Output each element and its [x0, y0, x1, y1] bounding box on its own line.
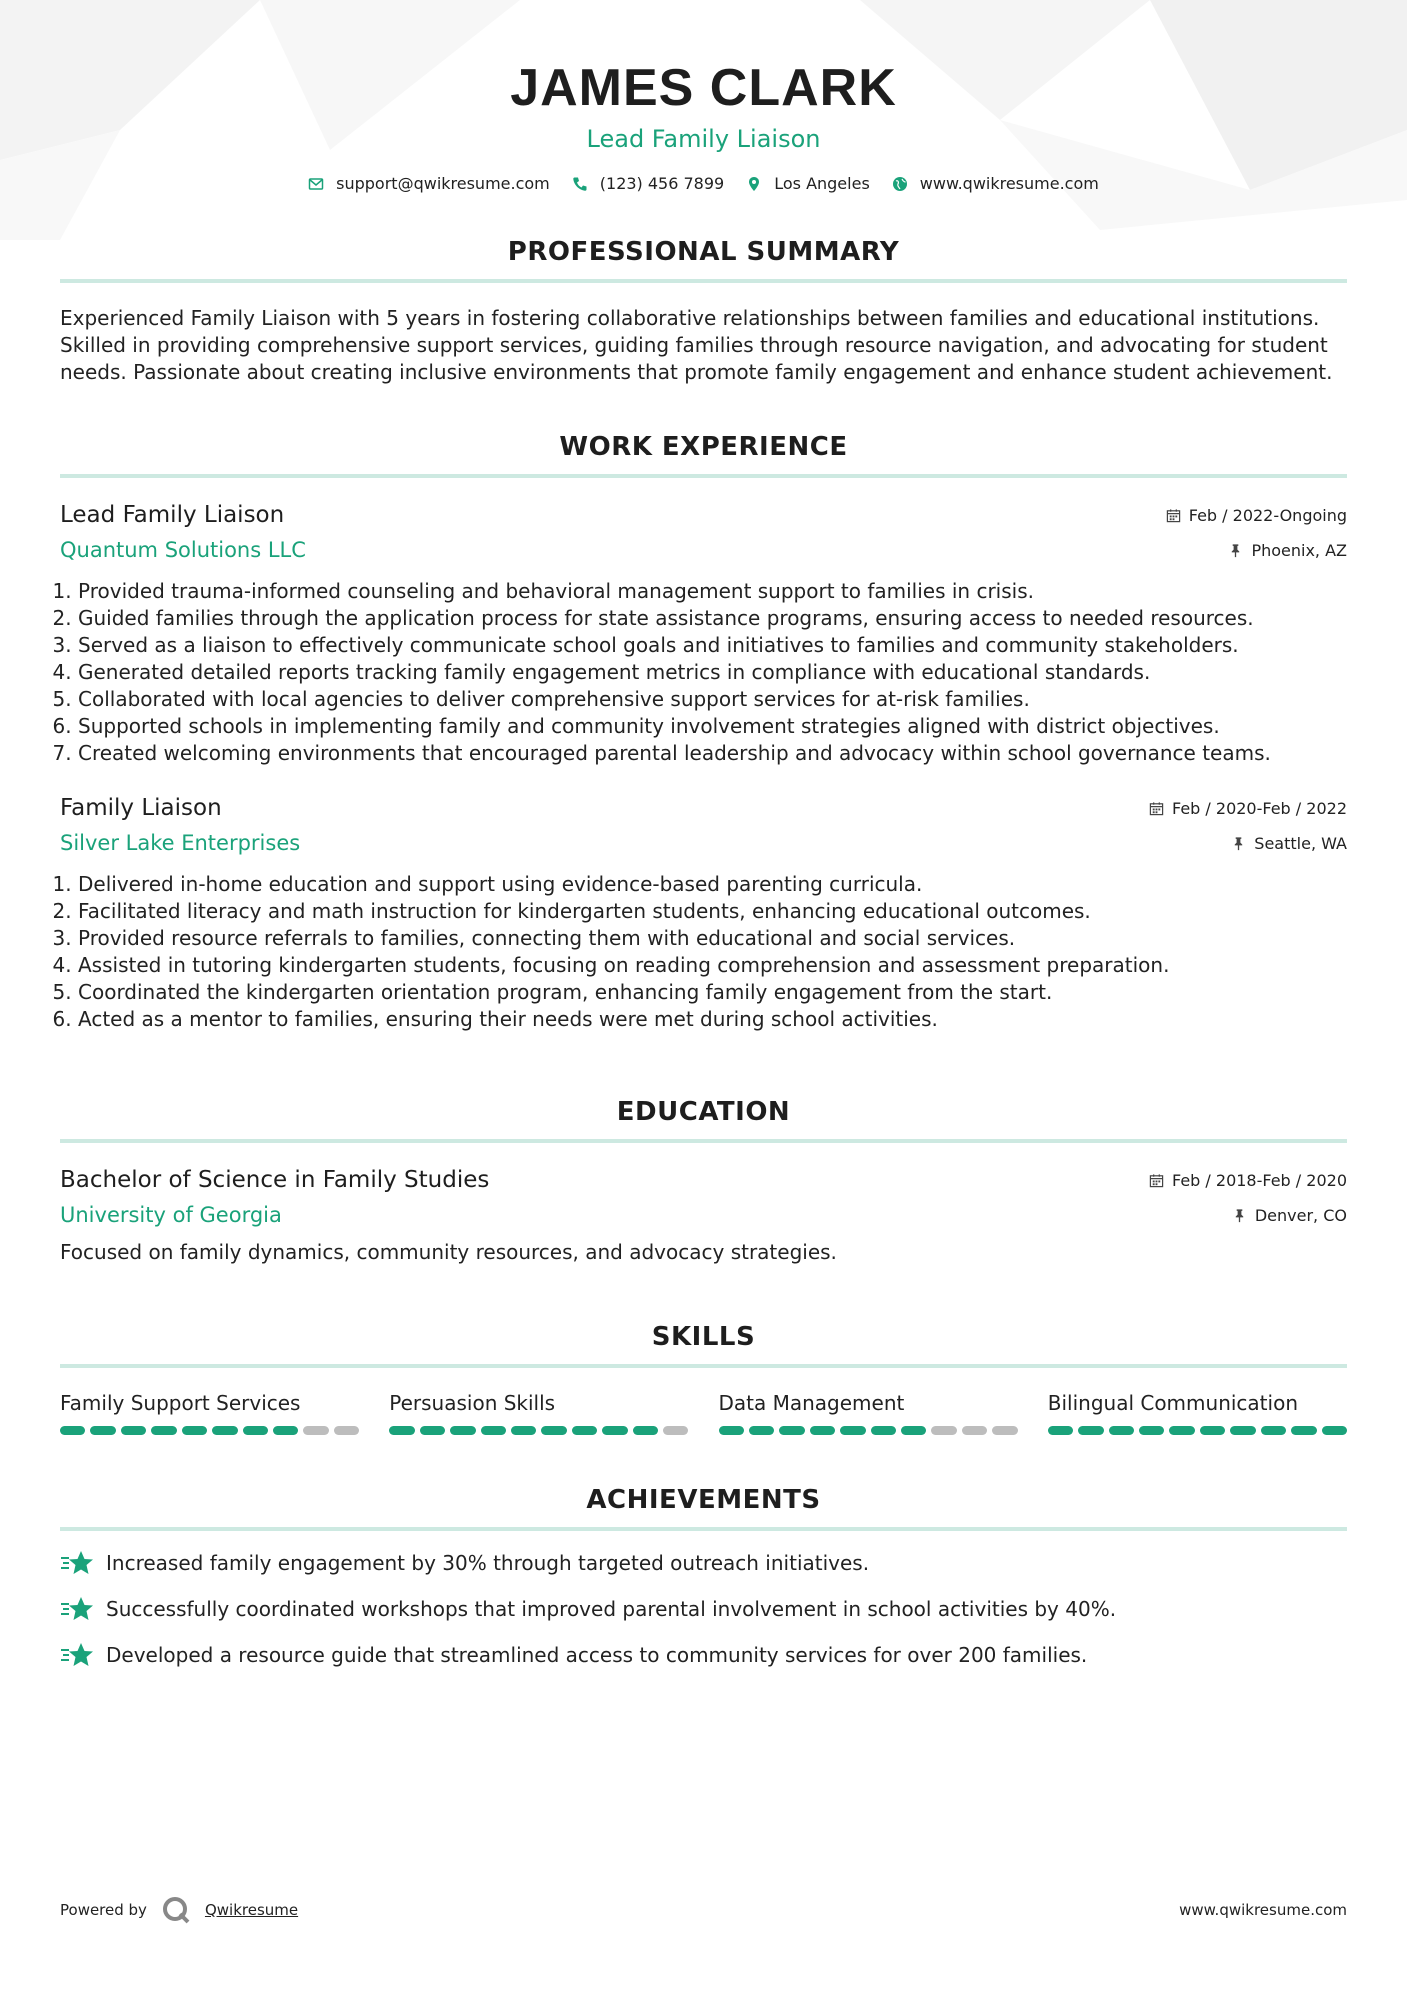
- globe-icon: [892, 176, 908, 192]
- achievement-text: Increased family engagement by 30% through targeted outreach initiatives.: [106, 1550, 870, 1575]
- list-item: [60, 1595, 1347, 1623]
- contact-location: [746, 174, 870, 193]
- skill-name: Family Support Services: [60, 1391, 301, 1415]
- skill-item: [719, 1390, 1018, 1435]
- skill-dot-filled: [840, 1426, 865, 1435]
- skill-dot-filled: [633, 1426, 658, 1435]
- pushpin-icon: [1228, 543, 1243, 558]
- skill-dot-filled: [901, 1426, 926, 1435]
- job-dates-text: Feb / 2020-Feb / 2022: [1172, 798, 1347, 818]
- list-item: 7. Created welcoming environments that encouraged parental leadership and advocacy within school governance teams.: [78, 740, 1347, 767]
- skill-dot-filled: [719, 1426, 744, 1435]
- skills-section: [60, 1320, 1347, 1435]
- calendar-icon: [1149, 1173, 1164, 1188]
- qwikresume-logo-icon: [161, 1895, 191, 1925]
- education-dates-text: Feb / 2018-Feb / 2020: [1172, 1170, 1347, 1190]
- skill-item: [1048, 1390, 1347, 1435]
- contact-email[interactable]: [308, 174, 550, 193]
- achievement-text: Developed a resource guide that streamlined access to community services for over 200 families.: [106, 1642, 1088, 1667]
- list-item: 5. Coordinated the kindergarten orientation program, enhancing family engagement from the start.: [78, 979, 1347, 1006]
- skill-dot-empty: [334, 1426, 359, 1435]
- map-pin-icon: [746, 176, 762, 192]
- school-name: University of Georgia: [60, 1203, 282, 1227]
- job-dates: [1166, 506, 1347, 525]
- skill-dot-filled: [481, 1426, 506, 1435]
- skill-dot-filled: [1322, 1426, 1347, 1435]
- education-description: Focused on family dynamics, community resources, and advocacy strategies.: [60, 1240, 837, 1264]
- company-name: Quantum Solutions LLC: [60, 538, 306, 562]
- footer-website[interactable]: www.qwikresume.com: [1179, 1901, 1347, 1919]
- list-item: 4. Assisted in tutoring kindergarten students, focusing on reading comprehension and assessment preparation.: [78, 952, 1347, 979]
- list-item: 6. Acted as a mentor to families, ensuring their needs were met during school activities.: [78, 1006, 1347, 1033]
- summary-section: [60, 235, 1347, 386]
- education-section: [60, 1095, 1347, 1266]
- list-item: 3. Provided resource referrals to families, connecting them with educational and social services.: [78, 925, 1347, 952]
- skill-dot-empty: [663, 1426, 688, 1435]
- skill-dot-filled: [121, 1426, 146, 1435]
- candidate-title: Lead Family Liaison: [586, 125, 821, 153]
- powered-by-label: Powered by: [60, 1901, 147, 1919]
- education-entry: [60, 1165, 1347, 1266]
- skill-item: [389, 1390, 688, 1435]
- skill-name: Data Management: [718, 1391, 905, 1415]
- skill-name: Persuasion Skills: [389, 1391, 556, 1415]
- achievement-text: Successfully coordinated workshops that improved parental involvement in school activities by 40%.: [106, 1596, 1117, 1621]
- skill-dot-filled: [1078, 1426, 1103, 1435]
- degree-title: Bachelor of Science in Family Studies: [60, 1167, 490, 1193]
- list-item: [60, 1549, 1347, 1577]
- job-location-text: Phoenix, AZ: [1251, 540, 1347, 560]
- skill-dot-filled: [1230, 1426, 1255, 1435]
- skill-dot-empty: [992, 1426, 1017, 1435]
- job-title: Family Liaison: [60, 795, 222, 821]
- skill-dot-filled: [871, 1426, 896, 1435]
- job-entry: [60, 793, 1347, 1033]
- skill-dot-filled: [151, 1426, 176, 1435]
- skill-dot-filled: [90, 1426, 115, 1435]
- skill-dot-empty: [303, 1426, 328, 1435]
- experience-heading: WORK EXPERIENCE: [559, 432, 848, 462]
- skill-dot-filled: [1261, 1426, 1286, 1435]
- skill-dot-filled: [212, 1426, 237, 1435]
- pushpin-icon: [1231, 836, 1246, 851]
- skills-list: [60, 1390, 1347, 1435]
- brand-link[interactable]: Qwikresume: [204, 1901, 299, 1919]
- education-location-text: Denver, CO: [1254, 1205, 1347, 1225]
- website-text: www.qwikresume.com: [919, 174, 1099, 193]
- star-icon: [60, 1595, 94, 1623]
- phone-text: (123) 456 7899: [599, 174, 725, 193]
- email-text: support@qwikresume.com: [336, 174, 550, 193]
- pushpin-icon: [1232, 1208, 1247, 1223]
- job-entry: [60, 500, 1347, 767]
- skill-dot-filled: [182, 1426, 207, 1435]
- skill-dot-filled: [511, 1426, 536, 1435]
- skill-dot-empty: [931, 1426, 956, 1435]
- experience-section: [60, 430, 1347, 1033]
- resume-header: [60, 0, 1347, 193]
- phone-icon: [572, 176, 588, 192]
- job-location: [1231, 834, 1347, 853]
- skill-dot-filled: [1109, 1426, 1134, 1435]
- list-item: 6. Supported schools in implementing family and community involvement strategies aligned with district objectives.: [78, 713, 1347, 740]
- job-bullets: [60, 578, 1347, 767]
- candidate-name: JAMES CLARK: [510, 59, 897, 117]
- section-divider: [60, 1527, 1347, 1531]
- skill-dot-filled: [450, 1426, 475, 1435]
- skill-dot-filled: [810, 1426, 835, 1435]
- job-location: [1228, 541, 1347, 560]
- calendar-icon: [1149, 801, 1164, 816]
- summary-heading: PROFESSIONAL SUMMARY: [507, 237, 900, 267]
- list-item: [60, 1641, 1347, 1669]
- calendar-icon: [1166, 508, 1181, 523]
- skill-dot-filled: [779, 1426, 804, 1435]
- contact-website[interactable]: [892, 174, 1099, 193]
- skill-rating: [719, 1426, 1018, 1435]
- education-location: [1232, 1206, 1347, 1225]
- list-item: 2. Facilitated literacy and math instruction for kindergarten students, enhancing educational outcomes.: [78, 898, 1347, 925]
- skill-dot-filled: [541, 1426, 566, 1435]
- skill-dot-filled: [1139, 1426, 1164, 1435]
- skill-dot-filled: [389, 1426, 414, 1435]
- skills-heading: SKILLS: [651, 1322, 756, 1352]
- job-dates-text: Feb / 2022-Ongoing: [1188, 505, 1347, 525]
- location-text: Los Angeles: [774, 174, 870, 193]
- list-item: 3. Served as a liaison to effectively communicate school goals and initiatives to families and community stakeholders.: [78, 632, 1347, 659]
- skill-dot-filled: [1291, 1426, 1316, 1435]
- contact-bar: [60, 174, 1347, 193]
- powered-by: [60, 1895, 298, 1925]
- job-dates: [1149, 799, 1347, 818]
- skill-dot-filled: [243, 1426, 268, 1435]
- skill-rating: [389, 1426, 688, 1435]
- contact-phone[interactable]: [572, 174, 724, 193]
- section-divider: [60, 1139, 1347, 1143]
- job-title: Lead Family Liaison: [60, 502, 285, 528]
- list-item: 1. Delivered in-home education and support using evidence-based parenting curricula.: [78, 871, 1347, 898]
- job-bullets: [60, 871, 1347, 1033]
- skill-dot-filled: [602, 1426, 627, 1435]
- education-dates: [1149, 1171, 1347, 1190]
- skill-dot-filled: [1200, 1426, 1225, 1435]
- list-item: 5. Collaborated with local agencies to deliver comprehensive support services for at-risk families.: [78, 686, 1347, 713]
- skill-dot-filled: [420, 1426, 445, 1435]
- skill-dot-filled: [273, 1426, 298, 1435]
- star-icon: [60, 1549, 94, 1577]
- company-name: Silver Lake Enterprises: [60, 831, 301, 855]
- achievements-section: [60, 1483, 1347, 1669]
- achievements-list: [60, 1549, 1347, 1669]
- summary-text: Experienced Family Liaison with 5 years in fostering collaborative relationships between families and educational institutions. Skilled in providing comprehensive support services, guiding families through resource navigation, and advocating for student needs. Passionate about creating inclusive environments that promote family engagement and enhance student achievement.: [60, 306, 1333, 384]
- skill-item: [60, 1390, 359, 1435]
- education-heading: EDUCATION: [616, 1097, 791, 1127]
- star-icon: [60, 1641, 94, 1669]
- list-item: 4. Generated detailed reports tracking family engagement metrics in compliance with educational standards.: [78, 659, 1347, 686]
- list-item: 2. Guided families through the application process for state assistance programs, ensuring access to needed resources.: [78, 605, 1347, 632]
- job-location-text: Seattle, WA: [1254, 833, 1347, 853]
- page-footer: [60, 1895, 1347, 1925]
- section-divider: [60, 474, 1347, 478]
- skill-rating: [1048, 1426, 1347, 1435]
- achievements-heading: ACHIEVEMENTS: [586, 1485, 821, 1515]
- skill-dot-filled: [1048, 1426, 1073, 1435]
- skill-dot-filled: [1169, 1426, 1194, 1435]
- section-divider: [60, 1364, 1347, 1368]
- skill-dot-filled: [60, 1426, 85, 1435]
- skill-dot-filled: [749, 1426, 774, 1435]
- skill-rating: [60, 1426, 359, 1435]
- skill-dot-empty: [962, 1426, 987, 1435]
- envelope-icon: [308, 176, 324, 192]
- skill-name: Bilingual Communication: [1047, 1391, 1298, 1415]
- skill-dot-filled: [572, 1426, 597, 1435]
- section-divider: [60, 279, 1347, 283]
- list-item: 1. Provided trauma-informed counseling and behavioral management support to families in crisis.: [78, 578, 1347, 605]
